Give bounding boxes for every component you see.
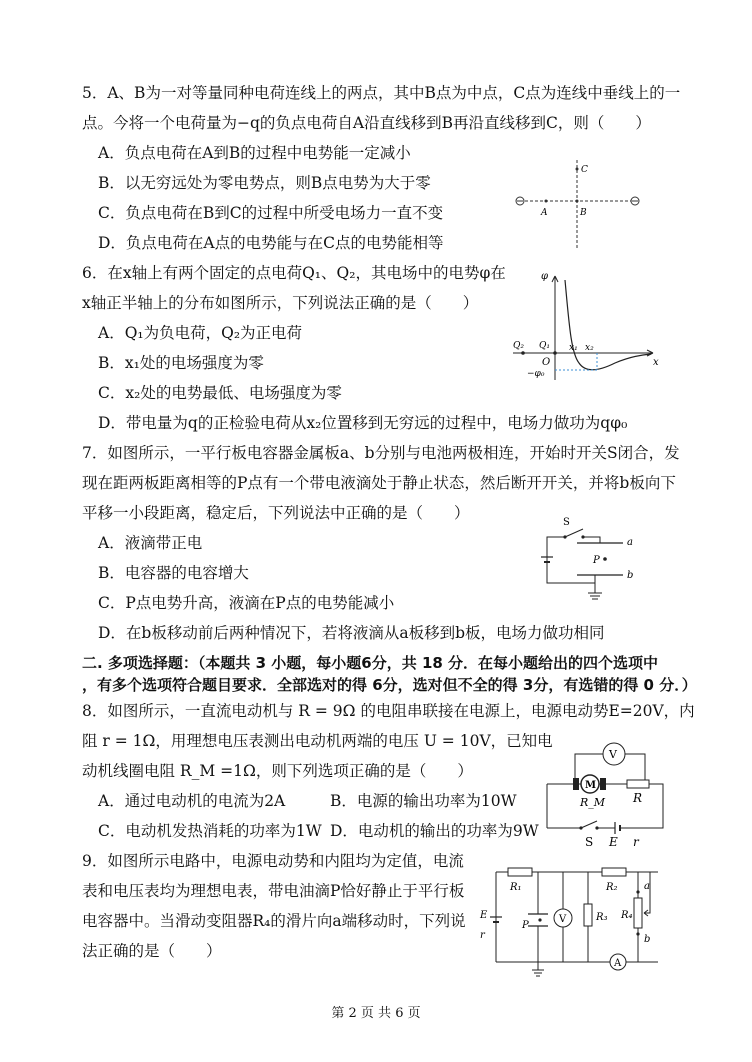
q9-label-r3: R₃ — [596, 912, 608, 923]
q9-ammeter-label: A — [614, 958, 622, 969]
q8-label-r: r — [633, 835, 639, 849]
q8-motor-label: M — [585, 780, 597, 791]
q5-stem-line2: 点。今将一个电荷量为−q的负点电荷自A沿直线移到B再沿直线移到C，则（ ） — [82, 114, 651, 132]
q6-figure — [505, 268, 665, 388]
q6-label-x2: x₂ — [585, 343, 594, 353]
q7-stem-line1: 7．如图所示，一平行板电容器金属板a、b分别与电池两极相连，开始时开关S闭合，发 — [82, 444, 680, 462]
q8-label-rm: R_M — [580, 796, 606, 809]
q6-stem-line1: 6．在x轴上有两个固定的点电荷Q₁、Q₂，其电场中的电势φ在 — [82, 264, 506, 282]
q9-label-r2: R₂ — [606, 882, 618, 893]
q7-label-a: a — [627, 537, 633, 548]
q8-option-b: B．电源的输出功率为10W — [330, 792, 517, 810]
q6-axis-phi: φ — [541, 271, 549, 282]
q5-option-c: C．负点电荷在B到C的过程中所受电场力一直不变 — [98, 204, 444, 222]
q8-stem-line1: 8．如图所示，一直流电动机与 R = 9Ω 的电阻串联接在电源上，电源电动势E=20V，内 — [82, 702, 695, 720]
q6-label-phi0: −φ₀ — [527, 369, 545, 379]
q8-option-c: C．电动机发热消耗的功率为1W — [98, 822, 322, 840]
q8-voltmeter-label: V — [609, 748, 617, 761]
q6-option-d: D．带电量为q的正检验电荷从x₂位置移到无穷远的过程中，电场力做功为qφ₀ — [98, 414, 628, 432]
q7-label-b: b — [627, 570, 634, 581]
q6-stem-line2: x轴正半轴上的分布如图所示，下列说法正确的是（ ） — [82, 294, 479, 312]
q5-option-a: A．负点电荷在A到B的过程中电势能一定减小 — [98, 144, 411, 162]
q8-option-a: A．通过电动机的电流为2A — [98, 792, 286, 810]
q6-option-a: A．Q₁为负电荷，Q₂为正电荷 — [98, 324, 303, 342]
q9-stem-line2: 表和电压表均为理想电表，带电油滴P恰好静止于平行板 — [82, 882, 465, 900]
q9-stem-line1: 9．如图所示电路中，电源电动势和内阻均为定值，电流 — [82, 852, 464, 870]
q9-label-e: E — [480, 910, 488, 921]
q6-origin: O — [542, 357, 551, 368]
q8-figure — [545, 738, 670, 850]
q5-label-b: B — [580, 208, 587, 218]
q8-label-e: E — [609, 835, 618, 849]
section2-header-line2: ，有多个选项符合题目要求．全部选对的得 6分，选对但不全的得 3分，有选错的得 0 分．） — [82, 676, 697, 694]
q6-axis-x: x — [653, 357, 659, 368]
q8-stem-line2: 阻 r = 1Ω，用理想电压表测出电动机两端的电压 U = 10V，已知电 — [82, 732, 553, 750]
q9-figure — [478, 862, 678, 987]
q7-stem-line2: 现在距两板距离相等的P点有一个带电液滴处于静止状态，然后断开开关，并将b板向下 — [82, 474, 676, 492]
q5-option-d: D．负点电荷在A点的电势能与在C点的电势能相等 — [98, 234, 444, 252]
q7-option-d: D．在b板移动前后两种情况下，若将液滴从a板移到b板，电场力做功相同 — [98, 624, 605, 642]
q7-option-b: B．电容器的电容增大 — [98, 564, 249, 582]
q5-figure — [510, 155, 650, 255]
q8-option-d: D．电动机的输出的功率为9W — [330, 822, 539, 840]
q6-label-x1: x₁ — [569, 343, 578, 353]
q9-label-r1: R₁ — [510, 882, 522, 893]
q9-label-p: P — [522, 920, 529, 931]
q9-stem-line3: 电容器中。当滑动变阻器R₄的滑片向a端移动时，下列说 — [82, 912, 466, 930]
q7-figure — [525, 505, 640, 605]
q9-label-b: b — [644, 934, 651, 945]
q5-label-c: C — [581, 165, 588, 175]
q7-option-c: C．P点电势升高，液滴在P点的电势能减小 — [98, 594, 395, 612]
q7-label-s: S — [563, 517, 570, 528]
q5-option-b: B．以无穷远处为零电势点，则B点电势为大于零 — [98, 174, 431, 192]
q8-stem-line3: 动机线圈电阻 R_M =1Ω，则下列选项正确的是（ ） — [82, 762, 473, 780]
q5-label-a: A — [541, 208, 548, 218]
q7-label-p: P — [593, 555, 600, 566]
q5-stem-line1: 5．A、B为一对等量同种电荷连线上的两点，其中B点为中点，C点为连线中垂线上的一 — [82, 84, 681, 102]
q7-stem-line3: 平移一小段距离，稳定后，下列说法中正确的是（ ） — [82, 504, 470, 522]
q8-label-s: S — [585, 835, 594, 849]
q8-label-r-big: R — [633, 791, 643, 805]
q6-option-b: B．x₁处的电场强度为零 — [98, 354, 264, 372]
q7-option-a: A．液滴带正电 — [98, 534, 203, 552]
q9-label-a: a — [644, 881, 650, 892]
q9-label-r: r — [480, 930, 485, 941]
q9-label-r4: R₄ — [621, 910, 633, 921]
q6-label-q2: Q₂ — [513, 341, 524, 351]
q9-voltmeter-label: V — [559, 914, 567, 925]
q6-label-q1: Q₁ — [539, 341, 550, 351]
section2-header-line1: 二. 多项选择题：（本题共 3 小题，每小题6分，共 18 分．在每小题给出的四个选项中 — [82, 654, 659, 672]
q9-stem-line4: 法正确的是（ ） — [82, 942, 222, 960]
page-footer: 第 2 页 共 6 页 — [331, 1006, 421, 1021]
q6-option-c: C．x₂处的电势最低、电场强度为零 — [98, 384, 342, 402]
